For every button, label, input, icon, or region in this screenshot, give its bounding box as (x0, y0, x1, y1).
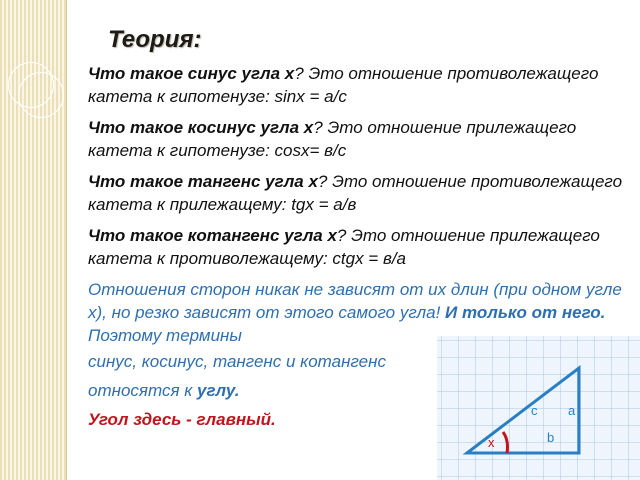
conclusion-line2: синус, косинус, тангенс и котангенс (88, 352, 386, 371)
conclusion-line3-emphasis: углу. (197, 381, 240, 400)
conclusion-line3-prefix: относятся к (88, 381, 198, 400)
answer-text: ? Это отношение прилежащего катета к гипотенузе: cosx= в/с (88, 118, 577, 160)
definition-ctg (88, 224, 626, 270)
answer-text: ? Это отношение противолежащего катета к гипотенузе: sinx = a/c (88, 64, 599, 106)
triangle-figure (437, 336, 640, 480)
definition-sin (88, 62, 626, 108)
question-text: Что такое тангенс угла х (88, 172, 318, 191)
conclusion-emphasis: И только от него. (440, 303, 606, 322)
question-text: Что такое котангенс угла х (88, 226, 337, 245)
label-angle: x (488, 435, 495, 450)
conclusion-part1: Отношения сторон никак не зависят от их длин (при одном угле х), но резко зависят от этого самого угла! (88, 280, 622, 322)
slide-title: Теория: (108, 26, 202, 53)
conclusion-part2: Поэтому термины (88, 326, 242, 345)
question-text: Что такое косинус угла х (88, 118, 314, 137)
answer-text: ? Это отношение прилежащего катета к противолежащему: ctgx = в/a (88, 226, 600, 268)
label-adjacent: b (547, 430, 555, 445)
grid-lines (437, 336, 640, 480)
question-text: Что такое синус угла х (88, 64, 295, 83)
definition-tg (88, 170, 626, 216)
label-opposite: a (568, 403, 576, 418)
final-statement: Угол здесь - главный. (88, 410, 276, 429)
label-hypotenuse: c (531, 403, 538, 418)
definition-cos (88, 116, 626, 162)
decorative-circle (18, 72, 64, 118)
answer-text: ? Это отношение противолежащего катета к прилежащему: tgx = a/в (88, 172, 623, 214)
